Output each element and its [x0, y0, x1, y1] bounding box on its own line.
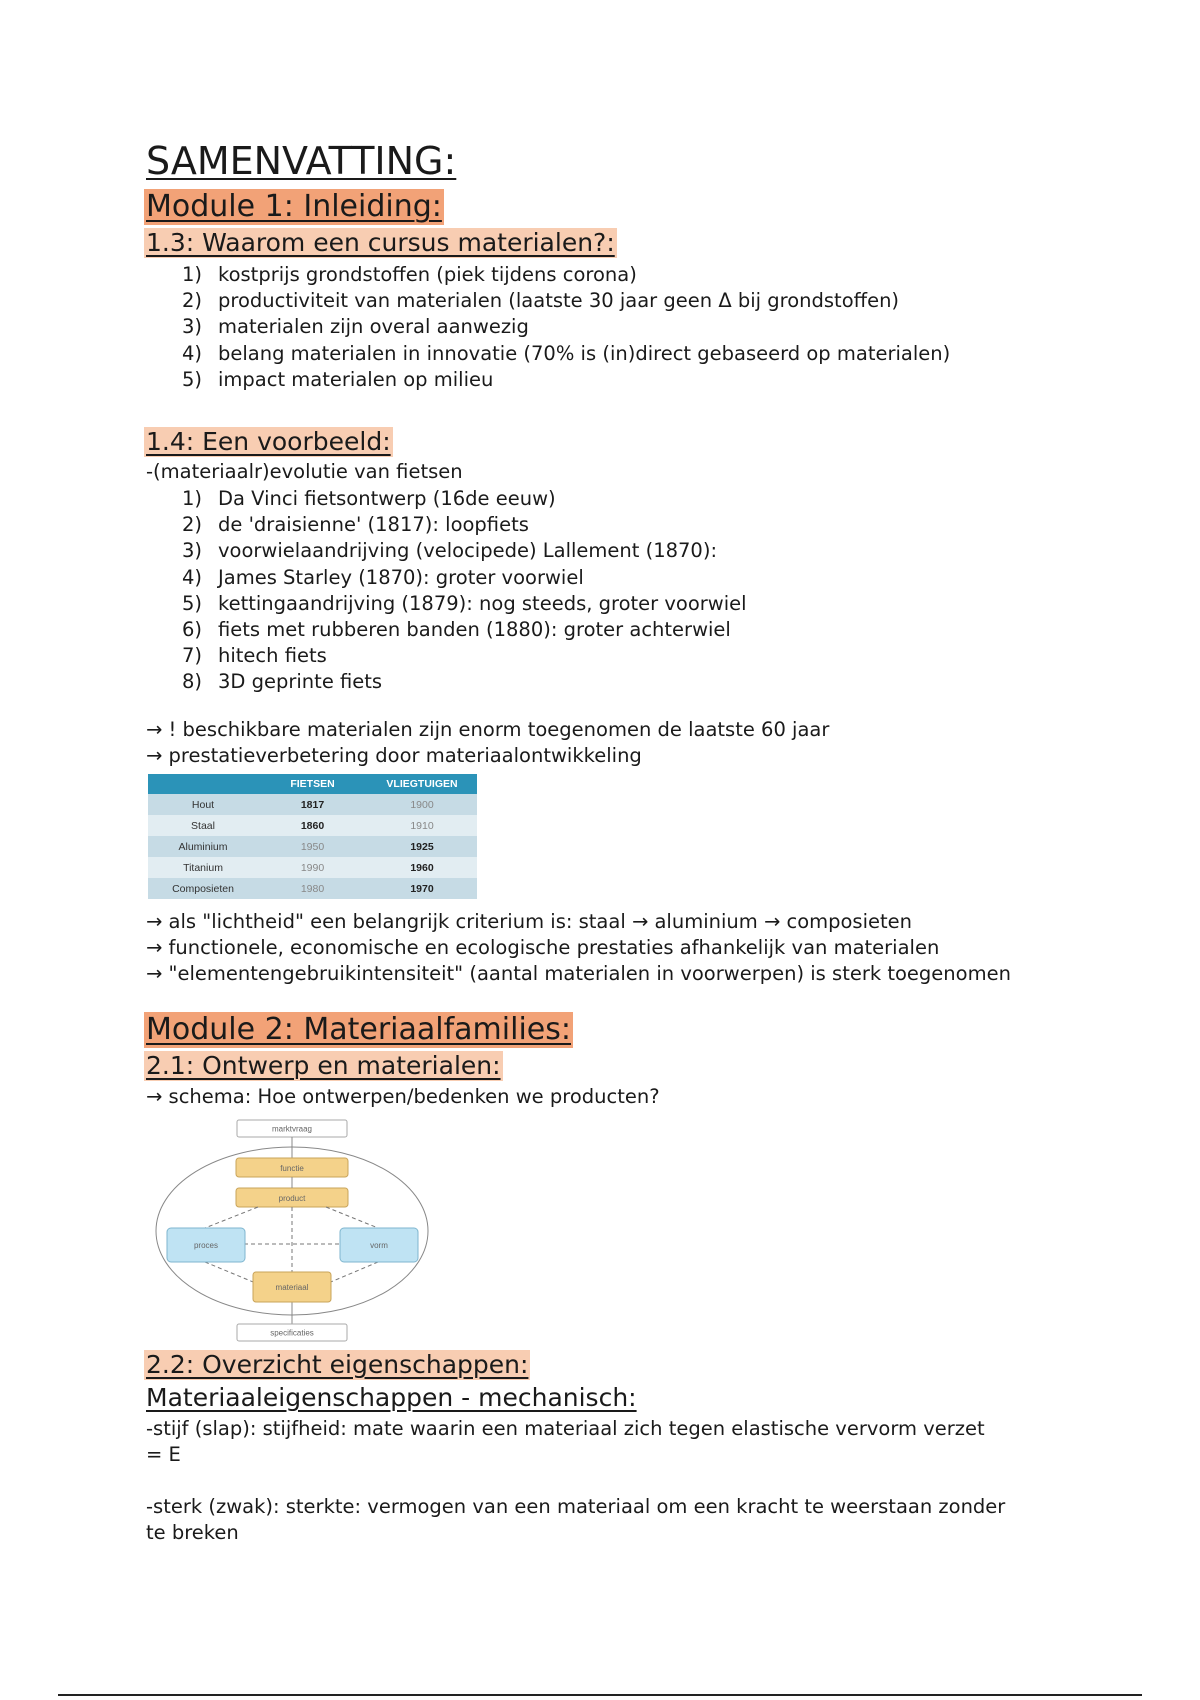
- property-stijf-line2: = E: [146, 1443, 181, 1466]
- table-cell-vliegtuigen: 1910: [367, 815, 477, 836]
- list-item: 2) productiviteit van materialen (laatste 30 jaar geen Δ bij grondstoffen): [182, 289, 900, 313]
- diagram-label-functie: functie: [280, 1164, 304, 1173]
- diagram-label-marktvraag: marktvraag: [271, 1124, 313, 1134]
- table-header-vliegtuigen: VLIEGTUIGEN: [367, 774, 477, 794]
- table-cell-fietsen: 1980: [258, 878, 367, 899]
- design-schema-diagram: [150, 1116, 440, 1346]
- table-row: [148, 794, 477, 815]
- table-cell-fietsen: 1860: [258, 815, 367, 836]
- note-line: → ! beschikbare materialen zijn enorm toegenomen de laatste 60 jaar: [146, 718, 830, 741]
- list-item: 3) materialen zijn overal aanwezig: [182, 315, 529, 339]
- diagram-label-specificaties: specificaties: [270, 1328, 314, 1338]
- module-2-heading: Module 2: Materiaalfamilies:: [146, 1012, 571, 1047]
- table-cell-material: Aluminium: [148, 836, 258, 857]
- note-line: → "elementengebruikintensiteit" (aantal materialen in voorwerpen) is sterk toegenomen: [146, 962, 1011, 985]
- list-item: 8) 3D geprinte fiets: [182, 670, 383, 694]
- schema-note: → schema: Hoe ontwerpen/bedenken we producten?: [146, 1085, 660, 1108]
- table-row: [148, 836, 477, 857]
- materials-year-table: [148, 774, 477, 899]
- list-item: 4) belang materialen in innovatie (70% is (in)direct gebaseerd op materialen): [182, 341, 951, 365]
- property-stijf-line1: -stijf (slap): stijfheid: mate waarin een materiaal zich tegen elastische vervorm verzet: [146, 1417, 985, 1440]
- table-cell-material: Titanium: [148, 857, 258, 878]
- section-1-4-heading: 1.4: Een voorbeeld:: [146, 427, 391, 456]
- table-cell-vliegtuigen: 1925: [367, 836, 477, 857]
- list-item: 3) voorwielaandrijving (velocipede) Lallement (1870):: [182, 539, 718, 563]
- list-item: 6) fiets met rubberen banden (1880): groter achterwiel: [182, 618, 731, 642]
- table-row: [148, 815, 477, 836]
- section-2-2-heading: 2.2: Overzicht eigenschappen:: [146, 1350, 529, 1379]
- diagram-label-proces: proces: [193, 1241, 219, 1250]
- section-2-2-subheading: Materiaaleigenschappen - mechanisch:: [146, 1383, 637, 1412]
- list-item: 5) impact materialen op milieu: [182, 367, 494, 391]
- list-item: 4) James Starley (1870): groter voorwiel: [182, 565, 584, 589]
- table-cell-fietsen: 1817: [258, 794, 367, 815]
- table-header-fietsen: FIETSEN: [258, 774, 367, 794]
- property-sterk-line1: -sterk (zwak): sterkte: vermogen van een materiaal om een kracht te weerstaan zonder: [146, 1495, 1006, 1518]
- property-sterk-line2: te breken: [146, 1521, 239, 1544]
- note-line: → functionele, economische en ecologische prestaties afhankelijk van materialen: [146, 936, 940, 959]
- page-bottom-rule: [58, 1694, 1142, 1696]
- list-item: 7) hitech fiets: [182, 644, 327, 668]
- table-cell-fietsen: 1950: [258, 836, 367, 857]
- section-1-4-intro: -(materiaalr)evolutie van fietsen: [146, 460, 463, 483]
- list-item: 1) Da Vinci fietsontwerp (16de eeuw): [182, 487, 556, 510]
- table-cell-vliegtuigen: 1970: [367, 878, 477, 899]
- table-cell-vliegtuigen: 1900: [367, 794, 477, 815]
- list-item: 5) kettingaandrijving (1879): nog steeds, groter voorwiel: [182, 591, 747, 615]
- section-1-3-list: [170, 262, 950, 393]
- table-cell-material: Hout: [148, 794, 258, 815]
- diagram-label-materiaal: materiaal: [275, 1283, 309, 1292]
- table-cell-material: Composieten: [148, 878, 258, 899]
- table-cell-material: Staal: [148, 815, 258, 836]
- list-item: 2) de 'draisienne' (1817): loopfiets: [182, 513, 529, 537]
- note-line: → prestatieverbetering door materiaalontwikkeling: [146, 744, 642, 767]
- note-line: → als "lichtheid" een belangrijk criterium is: staal → aluminium → composieten: [146, 910, 913, 933]
- module-1-heading: Module 1: Inleiding:: [146, 189, 442, 224]
- section-1-3-heading: 1.3: Waarom een cursus materialen?:: [146, 228, 615, 257]
- diagram-label-product: product: [278, 1194, 306, 1203]
- table-row: [148, 878, 477, 899]
- table-row: [148, 857, 477, 878]
- table-cell-fietsen: 1990: [258, 857, 367, 878]
- diagram-label-vorm: vorm: [370, 1241, 388, 1250]
- list-item: 1) kostprijs grondstoffen (piek tijdens corona): [182, 263, 637, 286]
- document-title: SAMENVATTING:: [146, 139, 457, 183]
- section-2-1-heading: 2.1: Ontwerp en materialen:: [146, 1051, 501, 1080]
- table-header-empty: [148, 774, 258, 794]
- table-cell-vliegtuigen: 1960: [367, 857, 477, 878]
- section-1-4-list: [170, 486, 747, 696]
